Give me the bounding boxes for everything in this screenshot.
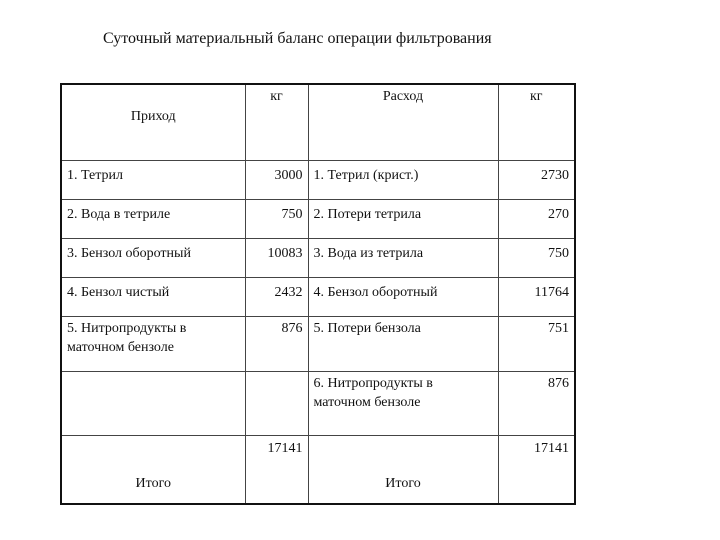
expense-total-label: Итого	[308, 436, 498, 505]
expense-item: 1. Тетрил (крист.)	[308, 161, 498, 200]
table-row	[61, 278, 575, 317]
income-header-label: Приход	[130, 109, 176, 124]
expense-value: 751	[498, 317, 575, 372]
expense-item: 5. Потери бензола	[308, 317, 498, 372]
income-value	[245, 372, 308, 436]
totals-row	[61, 436, 575, 505]
income-item: 4. Бензол чистый	[61, 278, 245, 317]
expense-value: 750	[498, 239, 575, 278]
table-row	[61, 317, 575, 372]
income-value: 3000	[245, 161, 308, 200]
table-row	[61, 239, 575, 278]
page-title: Суточный материальный баланс операции фильтрования	[103, 30, 492, 47]
income-value: 2432	[245, 278, 308, 317]
income-total-label: Итого	[61, 436, 245, 505]
expense-value: 2730	[498, 161, 575, 200]
table-row	[61, 200, 575, 239]
income-item: 3. Бензол оборотный	[61, 239, 245, 278]
expense-item: 3. Вода из тетрила	[308, 239, 498, 278]
expense-header-label: Расход	[308, 84, 498, 161]
table-header-row	[61, 84, 575, 161]
income-unit-header: кг	[245, 84, 308, 161]
income-value: 750	[245, 200, 308, 239]
expense-value: 876	[498, 372, 575, 436]
income-item	[61, 372, 245, 436]
expense-value: 11764	[498, 278, 575, 317]
table-row	[61, 161, 575, 200]
expense-item: 4. Бензол оборотный	[308, 278, 498, 317]
income-item: 1. Тетрил	[61, 161, 245, 200]
income-value: 10083	[245, 239, 308, 278]
expense-unit-header: кг	[498, 84, 575, 161]
expense-item: 6. Нитропродукты в маточном бензоле	[308, 372, 498, 436]
income-value: 876	[245, 317, 308, 372]
income-item: 2. Вода в тетриле	[61, 200, 245, 239]
expense-value: 270	[498, 200, 575, 239]
table-row	[61, 372, 575, 436]
income-item: 5. Нитропродукты в маточном бензоле	[61, 317, 245, 372]
expense-item: 2. Потери тетрила	[308, 200, 498, 239]
material-balance-table	[60, 83, 576, 505]
expense-total-value: 17141	[498, 436, 575, 505]
income-total-value: 17141	[245, 436, 308, 505]
income-header-cell	[61, 84, 245, 161]
